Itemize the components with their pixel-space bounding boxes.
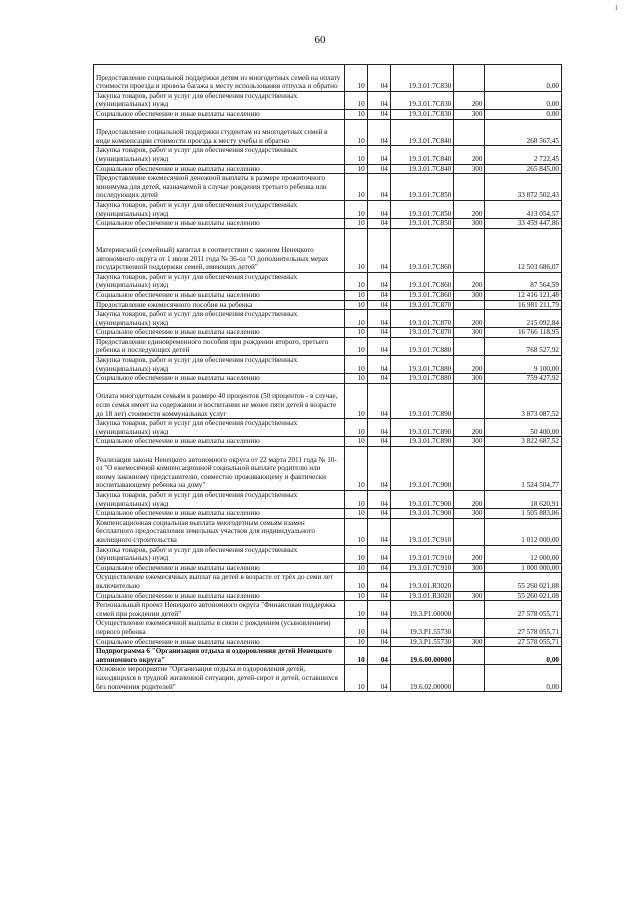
target-article-cell: 19.3.01.R3020 (390, 591, 453, 601)
target-article-cell: 19.3.01.7С830 (390, 109, 453, 119)
target-article-cell: 19.3.01.7С910 (390, 563, 453, 573)
expense-name-cell: Осуществление ежемесячных выплат на детей в возрасте от трёх до семи лет включительно (94, 573, 345, 591)
amount-cell: 0,00 (485, 665, 562, 692)
expense-name-cell: Предоставление ежемесячной денежной выплаты в размере прожиточного минимума для детей, назначаемой в случае рождения третьего ребенка или последующих детей (94, 174, 345, 201)
target-article-cell: 19.3.01.7С910 (390, 518, 453, 545)
expense-name-cell: Осуществление ежемесячной выплаты в связи с рождением (усыновлением) первого ребенка (94, 619, 345, 637)
section-code-cell: 10 (344, 109, 367, 119)
amount-cell: 18 620,91 (485, 491, 562, 509)
amount-cell: 215 092,84 (485, 310, 562, 328)
table-row (94, 65, 562, 92)
amount-cell: 1 505 883,86 (485, 509, 562, 519)
target-article-cell: 19.3.01.7С860 (390, 272, 453, 290)
target-article-cell: 19.3.01.7С870 (390, 328, 453, 338)
amount-cell: 12 000,00 (485, 545, 562, 563)
subsection-code-cell: 04 (367, 383, 390, 418)
subsection-code-cell: 04 (367, 647, 390, 665)
table-row (94, 374, 562, 384)
expense-type-cell (454, 337, 485, 355)
target-article-cell: 19.3.01.7С850 (390, 174, 453, 201)
target-article-cell: 19.3.01.7С870 (390, 300, 453, 310)
expense-name-cell: Компенсационная социальная выплата многодетным семьям взамен бесплатного предоставления земельных участков для индивидуального жилищного строительства (94, 518, 345, 545)
expense-name-cell: Закупка товаров, работ и услуг для обеспечения государственных (муниципальных) нужд (94, 272, 345, 290)
table-row (94, 437, 562, 447)
expense-name-cell: Социальное обеспечение и иные выплаты населению (94, 591, 345, 601)
expense-name-cell: Социальное обеспечение и иные выплаты населению (94, 109, 345, 119)
expense-name-cell: Основное мероприятие "Организация отдыха и оздоровления детей, находящихся в трудной жизненной ситуации, детей-сирот и детей, оставшихся без попечения родителей" (94, 665, 345, 692)
table-row (94, 219, 562, 229)
expense-name-cell: Социальное обеспечение и иные выплаты населению (94, 219, 345, 229)
expense-name-cell: Закупка товаров, работ и услуг для обеспечения государственных (муниципальных) нужд (94, 146, 345, 164)
section-code-cell: 10 (344, 447, 367, 491)
expense-name-cell: Закупка товаров, работ и услуг для обеспечения государственных (муниципальных) нужд (94, 491, 345, 509)
expense-name-cell: Материнский (семейный) капитал в соответствии с законом Ненецкого автономного округа от 1 июля 2011 года № 36-оз "О дополнительных мерах государственной поддержки семей, имеющих детей" (94, 228, 345, 272)
subsection-code-cell: 04 (367, 219, 390, 229)
expense-name-cell: Закупка товаров, работ и услуг для обеспечения государственных (муниципальных) нужд (94, 419, 345, 437)
target-article-cell: 19.3.01.7С900 (390, 509, 453, 519)
amount-cell: 2 722,45 (485, 146, 562, 164)
expense-type-cell: 300 (454, 374, 485, 384)
target-article-cell: 19.6.00.00000 (390, 647, 453, 665)
target-article-cell: 19.3.01.7С850 (390, 219, 453, 229)
expense-type-cell: 300 (454, 591, 485, 601)
amount-cell: 268 567,45 (485, 119, 562, 146)
table-row (94, 109, 562, 119)
expense-type-cell: 200 (454, 200, 485, 218)
amount-cell: 12 416 121,48 (485, 290, 562, 300)
table-row (94, 146, 562, 164)
table-row (94, 91, 562, 109)
expense-type-cell (454, 119, 485, 146)
subsection-code-cell: 04 (367, 491, 390, 509)
expense-name-cell: Предоставление ежемесячного пособия на ребенка (94, 300, 345, 310)
corner-reference-mark: 1 (614, 4, 618, 12)
section-code-cell: 10 (344, 174, 367, 201)
expense-name-cell: Социальное обеспечение и иные выплаты населению (94, 164, 345, 174)
subsection-code-cell: 04 (367, 374, 390, 384)
expense-type-cell (454, 228, 485, 272)
subsection-code-cell: 04 (367, 65, 390, 92)
subsection-code-cell: 04 (367, 109, 390, 119)
subsection-code-cell: 04 (367, 290, 390, 300)
table-row (94, 356, 562, 374)
expense-type-cell (454, 601, 485, 619)
target-article-cell: 19.3.01.7С900 (390, 447, 453, 491)
section-code-cell: 10 (344, 374, 367, 384)
amount-cell: 87 564,59 (485, 272, 562, 290)
amount-cell: 12 503 686,07 (485, 228, 562, 272)
expense-type-cell (454, 518, 485, 545)
section-code-cell: 10 (344, 65, 367, 92)
table-row (94, 545, 562, 563)
expense-name-cell: Социальное обеспечение и иные выплаты населению (94, 290, 345, 300)
expense-type-cell (454, 665, 485, 692)
amount-cell: 55 260 021,08 (485, 591, 562, 601)
expense-type-cell: 300 (454, 164, 485, 174)
target-article-cell: 19.3.P1.55730 (390, 619, 453, 637)
table-row (94, 637, 562, 647)
expense-type-cell: 200 (454, 356, 485, 374)
expense-type-cell: 300 (454, 563, 485, 573)
section-code-cell: 10 (344, 290, 367, 300)
section-code-cell: 10 (344, 91, 367, 109)
table-row (94, 200, 562, 218)
table-row (94, 174, 562, 201)
amount-cell: 0,00 (485, 647, 562, 665)
amount-cell: 16 981 211,79 (485, 300, 562, 310)
expense-name-cell: Закупка товаров, работ и услуг для обеспечения государственных (муниципальных) нужд (94, 91, 345, 109)
budget-table-body (94, 65, 562, 692)
subsection-code-cell: 04 (367, 356, 390, 374)
subsection-code-cell: 04 (367, 310, 390, 328)
section-code-cell: 10 (344, 637, 367, 647)
amount-cell: 0,00 (485, 91, 562, 109)
subsection-code-cell: 04 (367, 91, 390, 109)
expense-name-cell: Социальное обеспечение и иные выплаты населению (94, 637, 345, 647)
expense-type-cell: 300 (454, 290, 485, 300)
expense-type-cell: 300 (454, 509, 485, 519)
section-code-cell: 10 (344, 164, 367, 174)
target-article-cell: 19.3.01.7С880 (390, 337, 453, 355)
amount-cell: 27 578 055,71 (485, 637, 562, 647)
table-row (94, 601, 562, 619)
target-article-cell: 19.3.01.7С870 (390, 310, 453, 328)
amount-cell: 3 822 687,52 (485, 437, 562, 447)
table-row (94, 337, 562, 355)
expense-name-cell: Социальное обеспечение и иные выплаты населению (94, 437, 345, 447)
amount-cell: 768 527,92 (485, 337, 562, 355)
table-row (94, 300, 562, 310)
section-code-cell: 10 (344, 228, 367, 272)
target-article-cell: 19.3.01.7С840 (390, 119, 453, 146)
expense-name-cell: Социальное обеспечение и иные выплаты населению (94, 328, 345, 338)
amount-cell: 1 012 000,00 (485, 518, 562, 545)
section-code-cell: 10 (344, 419, 367, 437)
budget-table (93, 64, 562, 692)
table-row (94, 119, 562, 146)
table-row (94, 447, 562, 491)
subsection-code-cell: 04 (367, 437, 390, 447)
expense-type-cell: 300 (454, 637, 485, 647)
subsection-code-cell: 04 (367, 419, 390, 437)
target-article-cell: 19.3.01.7С840 (390, 164, 453, 174)
expense-type-cell: 200 (454, 419, 485, 437)
expense-type-cell: 300 (454, 437, 485, 447)
amount-cell: 0,00 (485, 109, 562, 119)
expense-type-cell (454, 383, 485, 418)
amount-cell: 1 000 000,00 (485, 563, 562, 573)
subsection-code-cell: 04 (367, 328, 390, 338)
subsection-code-cell: 04 (367, 509, 390, 519)
subsection-code-cell: 04 (367, 447, 390, 491)
subsection-code-cell: 04 (367, 601, 390, 619)
table-row (94, 563, 562, 573)
subsection-code-cell: 04 (367, 174, 390, 201)
target-article-cell: 19.3.01.7С900 (390, 491, 453, 509)
subsection-code-cell: 04 (367, 637, 390, 647)
subsection-code-cell: 04 (367, 619, 390, 637)
expense-type-cell: 200 (454, 272, 485, 290)
section-code-cell: 10 (344, 647, 367, 665)
subsection-code-cell: 04 (367, 545, 390, 563)
target-article-cell: 19.3.01.7С880 (390, 356, 453, 374)
subsection-code-cell: 04 (367, 665, 390, 692)
target-article-cell: 19.3.01.7С830 (390, 65, 453, 92)
expense-name-cell: Реализация закона Ненецкого автономного округа от 22 марта 2011 года № 10-оз "О ежемесячной компенсационной социальной выплате родителю или иному законному представителю, совместно проживающему и фактически воспитывающему ребенка на дому" (94, 447, 345, 491)
expense-type-cell (454, 619, 485, 637)
target-article-cell: 19.3.01.7С910 (390, 545, 453, 563)
expense-name-cell: Социальное обеспечение и иные выплаты населению (94, 374, 345, 384)
section-code-cell: 10 (344, 545, 367, 563)
section-code-cell: 10 (344, 509, 367, 519)
amount-cell: 3 873 087,52 (485, 383, 562, 418)
expense-name-cell: Закупка товаров, работ и услуг для обеспечения государственных (муниципальных) нужд (94, 200, 345, 218)
amount-cell: 50 400,00 (485, 419, 562, 437)
section-code-cell: 10 (344, 328, 367, 338)
amount-cell: 759 427,92 (485, 374, 562, 384)
table-row (94, 419, 562, 437)
subsection-code-cell: 04 (367, 200, 390, 218)
amount-cell: 16 766 118,95 (485, 328, 562, 338)
section-code-cell: 10 (344, 300, 367, 310)
amount-cell: 27 578 055,71 (485, 619, 562, 637)
expense-name-cell: Предоставление социальной поддержки детям из многодетных семей на оплату стоимости проезда и провоза багажа к месту использования отпуска и обратно (94, 65, 345, 92)
section-code-cell: 10 (344, 563, 367, 573)
section-code-cell: 10 (344, 310, 367, 328)
table-row (94, 290, 562, 300)
expense-name-cell: Предоставление социальной поддержки студентам из многодетных семей в виде компенсации стоимости проезда к месту учебы и обратно (94, 119, 345, 146)
subsection-code-cell: 04 (367, 146, 390, 164)
section-code-cell: 10 (344, 573, 367, 591)
amount-cell: 9 100,00 (485, 356, 562, 374)
section-code-cell: 10 (344, 491, 367, 509)
table-row (94, 619, 562, 637)
section-code-cell: 10 (344, 383, 367, 418)
target-article-cell: 19.3.01.7С890 (390, 383, 453, 418)
subsection-code-cell: 04 (367, 337, 390, 355)
table-row (94, 573, 562, 591)
section-code-cell: 10 (344, 437, 367, 447)
table-row (94, 310, 562, 328)
expense-type-cell: 200 (454, 310, 485, 328)
table-row (94, 383, 562, 418)
target-article-cell: 19.3.01.7С890 (390, 437, 453, 447)
target-article-cell: 19.6.02.00000 (390, 665, 453, 692)
section-code-cell: 10 (344, 619, 367, 637)
table-row (94, 228, 562, 272)
target-article-cell: 19.3.P1.55730 (390, 637, 453, 647)
expense-type-cell (454, 65, 485, 92)
target-article-cell: 19.3.01.7С840 (390, 146, 453, 164)
section-code-cell: 10 (344, 200, 367, 218)
expense-name-cell: Закупка товаров, работ и услуг для обеспечения государственных (муниципальных) нужд (94, 545, 345, 563)
target-article-cell: 19.3.P1.00000 (390, 601, 453, 619)
table-row (94, 509, 562, 519)
expense-type-cell (454, 300, 485, 310)
amount-cell: 33 872 502,43 (485, 174, 562, 201)
section-code-cell: 10 (344, 337, 367, 355)
expense-name-cell: Закупка товаров, работ и услуг для обеспечения государственных (муниципальных) нужд (94, 356, 345, 374)
target-article-cell: 19.3.01.7С860 (390, 228, 453, 272)
amount-cell: 413 054,57 (485, 200, 562, 218)
subsection-code-cell: 04 (367, 164, 390, 174)
table-row (94, 647, 562, 665)
target-article-cell: 19.3.01.7С860 (390, 290, 453, 300)
expense-name-cell: Закупка товаров, работ и услуг для обеспечения государственных (муниципальных) нужд (94, 310, 345, 328)
amount-cell: 265 845,00 (485, 164, 562, 174)
table-row (94, 164, 562, 174)
expense-type-cell: 300 (454, 219, 485, 229)
section-code-cell: 10 (344, 665, 367, 692)
subsection-code-cell: 04 (367, 228, 390, 272)
subsection-code-cell: 04 (367, 591, 390, 601)
expense-name-cell: Оплата многодетным семьям в размере 40 процентов (50 процентов - в случае, если семья имеет на содержании и воспитании не менее пяти детей в возрасте до 18 лет) стоимости коммунальных услуг (94, 383, 345, 418)
amount-cell: 0,00 (485, 65, 562, 92)
table-row (94, 491, 562, 509)
table-row (94, 518, 562, 545)
expense-type-cell: 300 (454, 328, 485, 338)
section-code-cell: 10 (344, 119, 367, 146)
amount-cell: 27 578 055,71 (485, 601, 562, 619)
table-row (94, 272, 562, 290)
table-row (94, 591, 562, 601)
expense-type-cell (454, 573, 485, 591)
subsection-code-cell: 04 (367, 563, 390, 573)
section-code-cell: 10 (344, 591, 367, 601)
table-row (94, 665, 562, 692)
amount-cell: 55 260 021,08 (485, 573, 562, 591)
target-article-cell: 19.3.01.7С890 (390, 419, 453, 437)
subsection-code-cell: 04 (367, 518, 390, 545)
target-article-cell: 19.3.01.7С830 (390, 91, 453, 109)
expense-type-cell (454, 174, 485, 201)
amount-cell: 1 524 504,77 (485, 447, 562, 491)
subsection-code-cell: 04 (367, 573, 390, 591)
expense-name-cell: Социальное обеспечение и иные выплаты населению (94, 563, 345, 573)
expense-name-cell: Социальное обеспечение и иные выплаты населению (94, 509, 345, 519)
subsection-code-cell: 04 (367, 272, 390, 290)
section-code-cell: 10 (344, 518, 367, 545)
section-code-cell: 10 (344, 356, 367, 374)
expense-type-cell: 200 (454, 91, 485, 109)
expense-type-cell: 200 (454, 491, 485, 509)
subsection-code-cell: 04 (367, 119, 390, 146)
expense-type-cell: 200 (454, 545, 485, 563)
expense-name-cell: Предоставление единовременного пособия при рождении второго, третьего ребенка и последующих детей (94, 337, 345, 355)
subsection-code-cell: 04 (367, 300, 390, 310)
expense-type-cell: 300 (454, 109, 485, 119)
expense-name-cell: Подпрограмма 6 "Организация отдыха и оздоровления детей Ненецкого автономного округа" (94, 647, 345, 665)
section-code-cell: 10 (344, 272, 367, 290)
section-code-cell: 10 (344, 601, 367, 619)
amount-cell: 33 459 447,86 (485, 219, 562, 229)
expense-type-cell (454, 447, 485, 491)
expense-type-cell: 200 (454, 146, 485, 164)
expense-type-cell (454, 647, 485, 665)
target-article-cell: 19.3.01.7С880 (390, 374, 453, 384)
target-article-cell: 19.3.01.7С850 (390, 200, 453, 218)
expense-name-cell: Региональный проект Ненецкого автономного округа "Финансовая поддержка семей при рождении детей" (94, 601, 345, 619)
table-row (94, 328, 562, 338)
page-number: 60 (314, 34, 326, 46)
section-code-cell: 10 (344, 219, 367, 229)
section-code-cell: 10 (344, 146, 367, 164)
target-article-cell: 19.3.01.R3020 (390, 573, 453, 591)
